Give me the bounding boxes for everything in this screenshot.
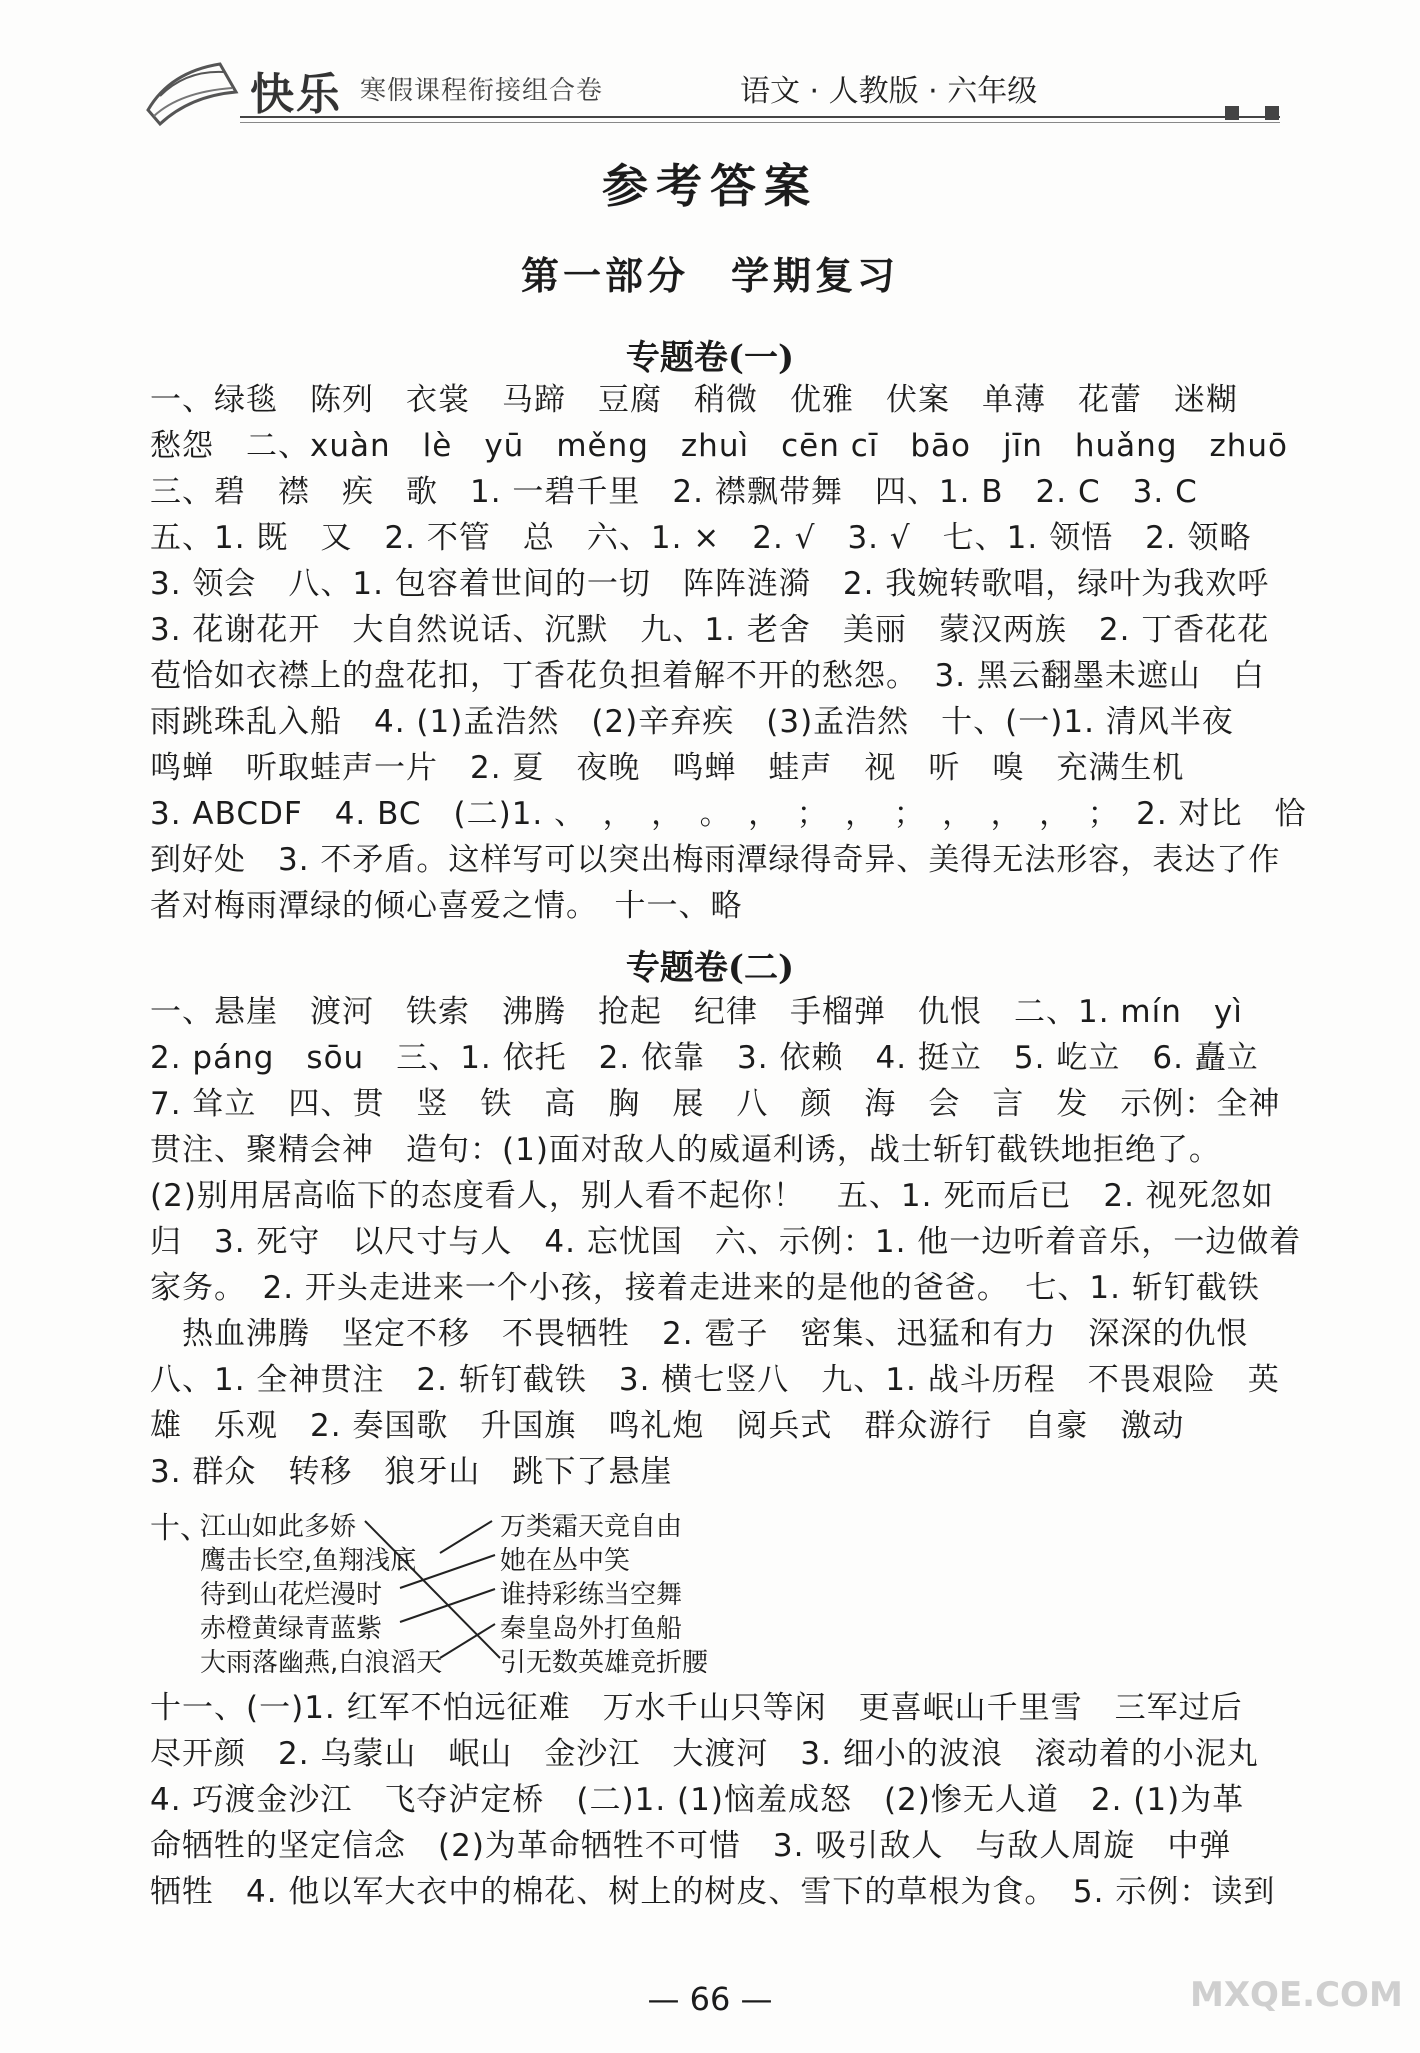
- answer-line: 3. 花谢花开 大自然说话、沉默 九、1. 老舍 美丽 蒙汉两族 2. 丁香花花: [150, 612, 1270, 648]
- answer-line: 一、绿毯 陈列 衣裳 马蹄 豆腐 稍微 优雅 伏案 单薄 花蕾 迷糊: [150, 382, 1238, 418]
- match-left-item: 鹰击长空,鱼翔浅底: [200, 1546, 417, 1576]
- answer-line: 愁怨 二、xuàn lè yū měng zhuì cēn cī bāo jīn huǎng zhuō: [150, 428, 1289, 464]
- answer-line: 3. ABCDF 4. BC (二)1. 、 ， ， 。 ， ； ， ； ， ， ， ； 2. 对比 恰: [150, 796, 1307, 832]
- answer-line: 7. 耸立 四、贯 竖 铁 高 胸 展 八 颜 海 会 言 发 示例：全神: [150, 1086, 1281, 1122]
- part-title: 第一部分 学期复习: [520, 253, 899, 298]
- answer-line: (2)别用居高临下的态度看人，别人看不起你！ 五、1. 死而后已 2. 视死忽如: [150, 1178, 1274, 1214]
- answer-line: 鸣蝉 听取蛙声一片 2. 夏 夜晚 鸣蝉 蛙声 视 听 嗅 充满生机: [150, 750, 1185, 786]
- rule-ornament-icon: [1265, 106, 1279, 120]
- running-header: [140, 52, 1290, 132]
- answer-line: 家务。 2. 开头走进来一个小孩，接着走进来的是他的爸爸。 七、1. 斩钉截铁: [150, 1270, 1260, 1306]
- answer-line: 到好处 3. 不矛盾。这样写可以突出梅雨潭绿得奇异、美得无法形容，表达了作: [150, 842, 1281, 878]
- match-left-item: 大雨落幽燕,白浪滔天: [200, 1648, 443, 1678]
- match-line: [440, 1624, 495, 1658]
- answer-line: 雄 乐观 2. 奏国歌 升国旗 鸣礼炮 阅兵式 群众游行 自豪 激动: [150, 1408, 1185, 1444]
- answer-line: 雨跳珠乱入船 4. (1)孟浩然 (2)辛弃疾 (3)孟浩然 十、(一)1. 清风半夜: [150, 704, 1234, 740]
- match-line: [400, 1589, 495, 1622]
- answer-line: 热血沸腾 坚定不移 不畏牺牲 2. 雹子 密集、迅猛和有力 深深的仇恨: [150, 1316, 1249, 1352]
- answer-line: 3. 群众 转移 狼牙山 跳下了悬崖: [150, 1454, 673, 1490]
- match-left-item: 江山如此多娇: [200, 1512, 357, 1542]
- section-title: 专题卷(一): [625, 338, 795, 378]
- book-logo-icon: [140, 52, 250, 132]
- answer-line: 2. páng sōu 三、1. 依托 2. 依靠 3. 依赖 4. 挺立 5. 屹立 6. 矗立: [150, 1040, 1259, 1076]
- series-name: 寒假课程衔接组合卷: [360, 76, 604, 106]
- match-right-item: 秦皇岛外打鱼船: [500, 1614, 683, 1644]
- answer-line: 归 3. 死守 以尺寸与人 4. 忘忧国 六、示例：1. 他一边听着音乐，一边做着: [150, 1224, 1302, 1260]
- page-number: — 66 —: [647, 1980, 773, 2018]
- match-right-item: 她在丛中笑: [500, 1546, 631, 1576]
- match-right-item: 谁持彩练当空舞: [500, 1580, 683, 1610]
- match-right-item: 引无数英雄竞折腰: [500, 1648, 709, 1678]
- answer-line: 八、1. 全神贯注 2. 斩钉截铁 3. 横七竖八 九、1. 战斗历程 不畏艰险 英: [150, 1362, 1280, 1398]
- answer-line: 者对梅雨潭绿的倾心喜爱之情。 十一、略: [150, 888, 743, 924]
- header-rule-thin: [240, 122, 1280, 123]
- watermark: MXQE.COM: [1190, 1975, 1403, 2015]
- answer-line: 三、碧 襟 疾 歌 1. 一碧千里 2. 襟飘带舞 四、1. B 2. C 3. C: [150, 474, 1198, 510]
- question-number: 十、: [150, 1511, 210, 1546]
- answer-line: 命牺牲的坚定信念 (2)为革命牺牲不可惜 3. 吸引敌人 与敌人周旋 中弹: [150, 1828, 1232, 1864]
- match-right-item: 万类霜天竞自由: [500, 1512, 683, 1542]
- subject-info: 语文 · 人教版 · 六年级: [740, 74, 1038, 109]
- answer-line: 苞恰如衣襟上的盘花扣，丁香花负担着解不开的愁怨。 3. 黑云翻墨未遮山 白: [150, 658, 1265, 694]
- answer-line: 五、1. 既 又 2. 不管 总 六、1. × 2. √ 3. √ 七、1. 领悟 2. 领略: [150, 520, 1252, 556]
- section-title: 专题卷(二): [625, 948, 795, 988]
- header-rule: [240, 116, 1280, 118]
- answer-line: 十一、(一)1. 红军不怕远征难 万水千山只等闲 更喜岷山千里雪 三军过后: [150, 1690, 1243, 1726]
- match-left-item: 赤橙黄绿青蓝紫: [200, 1614, 383, 1644]
- page-title: 参考答案: [602, 159, 818, 213]
- rule-ornament-icon: [1225, 106, 1239, 120]
- brand-name: 快乐: [250, 69, 342, 120]
- match-line: [440, 1521, 492, 1553]
- answer-line: 4. 巧渡金沙江 飞夺泸定桥 (二)1. (1)恼羞成怒 (2)惨无人道 2. (1)为革: [150, 1782, 1245, 1818]
- match-left-item: 待到山花烂漫时: [200, 1580, 383, 1610]
- answer-line: 一、悬崖 渡河 铁索 沸腾 抢起 纪律 手榴弹 仇恨 二、1. mín yì: [150, 994, 1243, 1030]
- answer-line: 贯注、聚精会神 造句：(1)面对敌人的威逼利诱，战士斩钉截铁地拒绝了。: [150, 1132, 1221, 1168]
- answer-line: 牺牲 4. 他以军大衣中的棉花、树上的树皮、雪下的草根为食。 5. 示例：读到: [150, 1874, 1276, 1910]
- answer-line: 3. 领会 八、1. 包容着世间的一切 阵阵涟漪 2. 我婉转歌唱，绿叶为我欢呼: [150, 566, 1270, 602]
- answer-line: 尽开颜 2. 乌蒙山 岷山 金沙江 大渡河 3. 细小的波浪 滚动着的小泥丸: [150, 1736, 1259, 1772]
